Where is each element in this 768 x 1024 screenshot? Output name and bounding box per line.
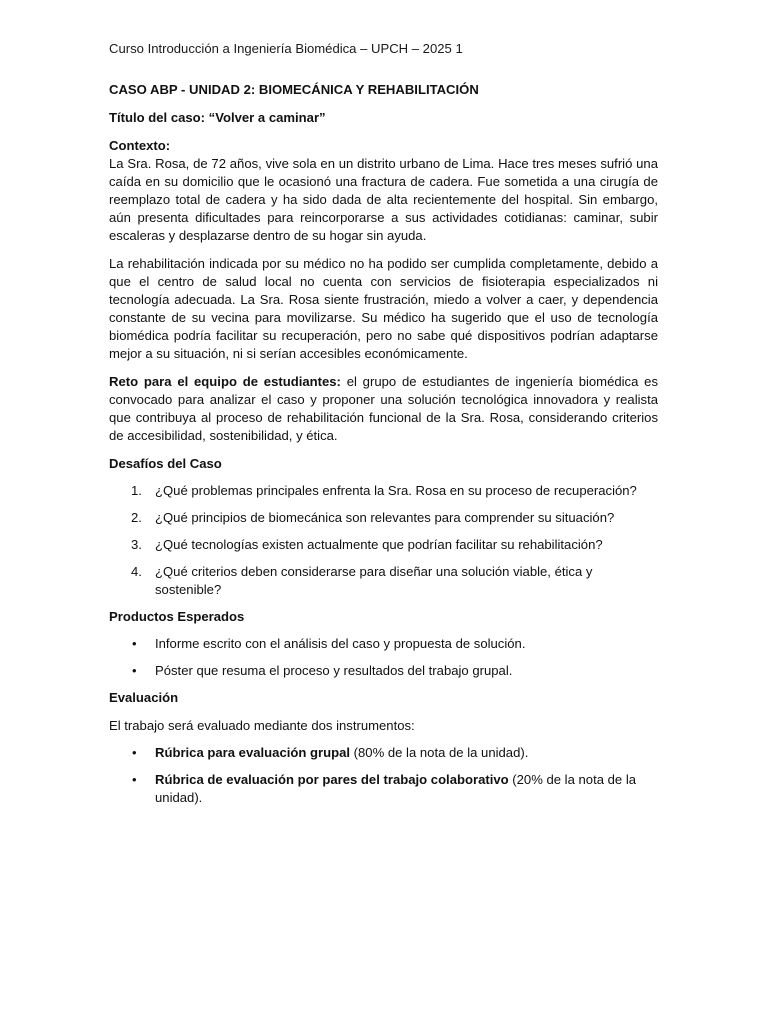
list-item-text: (80% de la nota de la unidad).: [350, 745, 529, 760]
bullet-icon: •: [132, 663, 137, 678]
list-item: [109, 536, 658, 554]
context-heading: Contexto:: [109, 138, 171, 153]
list-item: [109, 509, 658, 527]
challenge-paragraph: [109, 373, 658, 445]
products-list: [109, 635, 658, 680]
list-item-number: 2.: [131, 510, 142, 525]
list-item-text: Informe escrito con el análisis del caso y propuesta de solución.: [155, 636, 526, 651]
evaluation-list: [109, 744, 658, 807]
bullet-icon: •: [132, 636, 137, 651]
list-item: [109, 482, 658, 500]
list-item-bold-text: Rúbrica de evaluación por pares del trabajo colaborativo: [155, 772, 509, 787]
challenge-text: el grupo de estudiantes de ingeniería biomédica es convocado para analizar el caso y proponer una solución tecnológica innovadora y realista que contribuya al proceso de rehabilitación funcional de la Sra. Rosa, considerando criterios de accesibilidad, sostenibilidad, y ética.: [109, 374, 658, 443]
case-heading: CASO ABP - UNIDAD 2: BIOMECÁNICA Y REHABILITACIÓN: [109, 82, 479, 97]
list-item: [109, 662, 658, 680]
products-heading: Productos Esperados: [109, 609, 245, 624]
list-item: [109, 563, 658, 599]
list-item-text: ¿Qué principios de biomecánica son relevantes para comprender su situación?: [155, 510, 615, 525]
list-item: [109, 635, 658, 653]
context-paragraph-1: La Sra. Rosa, de 72 años, vive sola en un distrito urbano de Lima. Hace tres meses sufrió una caída en su domicilio que le ocasionó una fractura de cadera. Fue sometida a una cirugía de reemplazo total de cadera y ha sido dada de alta recientemente del hospital. Sin embargo, aún presenta dificultades para reincorporarse a sus actividades cotidianas: caminar, subir escaleras y desplazarse dentro de su hogar sin ayuda.: [109, 156, 658, 243]
list-item-number: 1.: [131, 483, 142, 498]
case-title: Título del caso: “Volver a caminar”: [109, 110, 326, 125]
list-item: [109, 771, 658, 807]
page-content: [109, 40, 658, 816]
list-item: [109, 744, 658, 762]
list-item-bold-text: Rúbrica para evaluación grupal: [155, 745, 351, 760]
context-paragraph-2: La rehabilitación indicada por su médico no ha podido ser cumplida completamente, debido a que el centro de salud local no cuenta con servicios de fisioterapia especializados ni tecnología adecuada. La Sra. Rosa siente frustración, miedo a volver a caer, y dependencia constante de su vecina para movilizarse. Su médico ha sugerido que el uso de tecnología biomédica podría facilitar su recuperación, pero no sabe qué dispositivos podrían adaptarse mejor a su situación, ni si serían accesibles económicamente.: [109, 256, 658, 361]
list-item-text: ¿Qué problemas principales enfrenta la Sra. Rosa en su proceso de recuperación?: [155, 483, 637, 498]
challenge-label: Reto para el equipo de estudiantes:: [109, 374, 341, 389]
list-item-number: 3.: [131, 537, 142, 552]
evaluation-heading: Evaluación: [109, 690, 179, 705]
bullet-icon: •: [132, 745, 137, 760]
case-challenges-heading: Desafíos del Caso: [109, 456, 222, 471]
list-item-text: Póster que resuma el proceso y resultados del trabajo grupal.: [155, 663, 513, 678]
list-item-text: (20% de la nota de la unidad).: [155, 772, 637, 805]
case-challenges-list: [109, 482, 658, 599]
course-header: Curso Introducción a Ingeniería Biomédica – UPCH – 2025 1: [109, 41, 463, 56]
evaluation-intro: El trabajo será evaluado mediante dos instrumentos:: [109, 718, 415, 733]
bullet-icon: •: [132, 772, 137, 787]
list-item-number: 4.: [131, 564, 142, 579]
list-item-text: ¿Qué tecnologías existen actualmente que podrían facilitar su rehabilitación?: [155, 537, 603, 552]
list-item-text: ¿Qué criterios deben considerarse para diseñar una solución viable, ética y sostenible?: [155, 564, 593, 597]
